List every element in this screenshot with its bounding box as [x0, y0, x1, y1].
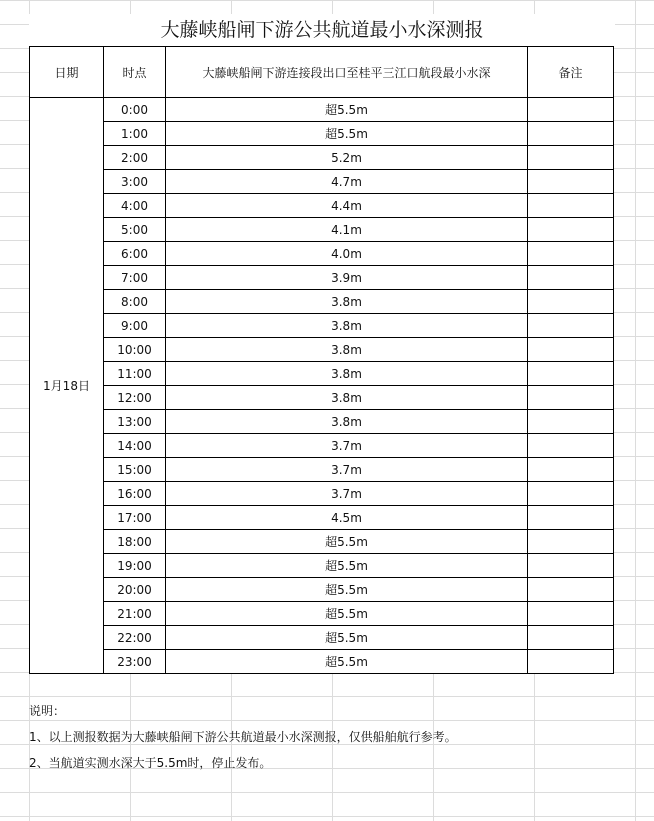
date-cell[interactable]: 1月18日: [30, 98, 104, 674]
depth-cell[interactable]: 3.8m: [166, 290, 528, 314]
depth-cell[interactable]: 超5.5m: [166, 98, 528, 122]
note-item-1: 1、以上测报数据为大藤峡船闸下游公共航道最小水深测报，仅供船舶航行参考。: [29, 730, 457, 744]
remark-cell[interactable]: [528, 530, 614, 554]
time-cell[interactable]: 14:00: [104, 434, 166, 458]
remark-cell[interactable]: [528, 290, 614, 314]
header-date[interactable]: 日期: [30, 47, 104, 98]
remark-cell[interactable]: [528, 242, 614, 266]
depth-cell[interactable]: 超5.5m: [166, 626, 528, 650]
remark-cell[interactable]: [528, 170, 614, 194]
time-cell[interactable]: 20:00: [104, 578, 166, 602]
time-cell[interactable]: 12:00: [104, 386, 166, 410]
remark-cell[interactable]: [528, 386, 614, 410]
table-row: [30, 290, 614, 314]
remark-cell[interactable]: [528, 626, 614, 650]
time-cell[interactable]: 9:00: [104, 314, 166, 338]
remark-cell[interactable]: [528, 602, 614, 626]
table-row: [30, 146, 614, 170]
table-row: [30, 122, 614, 146]
remark-cell[interactable]: [528, 146, 614, 170]
depth-cell[interactable]: 超5.5m: [166, 602, 528, 626]
table-row: [30, 554, 614, 578]
table-row: [30, 530, 614, 554]
table-body: [30, 98, 614, 674]
time-cell[interactable]: 21:00: [104, 602, 166, 626]
table-row: [30, 650, 614, 674]
remark-cell[interactable]: [528, 578, 614, 602]
table-row: [30, 218, 614, 242]
depth-cell[interactable]: 3.9m: [166, 266, 528, 290]
table-row: [30, 266, 614, 290]
time-cell[interactable]: 10:00: [104, 338, 166, 362]
header-time[interactable]: 时点: [104, 47, 166, 98]
notes-section: [29, 698, 615, 776]
remark-cell[interactable]: [528, 218, 614, 242]
time-cell[interactable]: 6:00: [104, 242, 166, 266]
remark-cell[interactable]: [528, 338, 614, 362]
time-cell[interactable]: 1:00: [104, 122, 166, 146]
time-cell[interactable]: 8:00: [104, 290, 166, 314]
depth-cell[interactable]: 3.7m: [166, 482, 528, 506]
header-depth[interactable]: 大藤峡船闸下游连接段出口至桂平三江口航段最小水深: [166, 47, 528, 98]
time-cell[interactable]: 19:00: [104, 554, 166, 578]
time-cell[interactable]: 0:00: [104, 98, 166, 122]
time-cell[interactable]: 17:00: [104, 506, 166, 530]
depth-cell[interactable]: 3.8m: [166, 410, 528, 434]
table-row: [30, 458, 614, 482]
time-cell[interactable]: 23:00: [104, 650, 166, 674]
time-cell[interactable]: 7:00: [104, 266, 166, 290]
depth-cell[interactable]: 4.4m: [166, 194, 528, 218]
depth-cell[interactable]: 超5.5m: [166, 650, 528, 674]
remark-cell[interactable]: [528, 506, 614, 530]
remark-cell[interactable]: [528, 266, 614, 290]
depth-cell[interactable]: 3.7m: [166, 434, 528, 458]
table-row: [30, 98, 614, 122]
time-cell[interactable]: 5:00: [104, 218, 166, 242]
table-row: [30, 170, 614, 194]
table-header-row: [30, 47, 614, 98]
time-cell[interactable]: 18:00: [104, 530, 166, 554]
time-cell[interactable]: 16:00: [104, 482, 166, 506]
depth-cell[interactable]: 3.8m: [166, 338, 528, 362]
depth-cell[interactable]: 3.7m: [166, 458, 528, 482]
table-row: [30, 602, 614, 626]
header-remark[interactable]: 备注: [528, 47, 614, 98]
table-row: [30, 194, 614, 218]
water-depth-table: [29, 46, 614, 674]
remark-cell[interactable]: [528, 554, 614, 578]
depth-cell[interactable]: 5.2m: [166, 146, 528, 170]
remark-cell[interactable]: [528, 434, 614, 458]
depth-cell[interactable]: 3.8m: [166, 314, 528, 338]
remark-cell[interactable]: [528, 458, 614, 482]
time-cell[interactable]: 2:00: [104, 146, 166, 170]
depth-cell[interactable]: 超5.5m: [166, 578, 528, 602]
table-row: [30, 482, 614, 506]
table-row: [30, 506, 614, 530]
depth-cell[interactable]: 4.1m: [166, 218, 528, 242]
time-cell[interactable]: 3:00: [104, 170, 166, 194]
note-item-2: 2、当航道实测水深大于5.5m时，停止发布。: [29, 756, 272, 770]
notes-heading: 说明：: [29, 704, 66, 718]
depth-cell[interactable]: 4.0m: [166, 242, 528, 266]
depth-cell[interactable]: 超5.5m: [166, 554, 528, 578]
table-row: [30, 386, 614, 410]
remark-cell[interactable]: [528, 194, 614, 218]
remark-cell[interactable]: [528, 650, 614, 674]
table-row: [30, 410, 614, 434]
depth-cell[interactable]: 超5.5m: [166, 530, 528, 554]
table-row: [30, 578, 614, 602]
depth-cell[interactable]: 4.7m: [166, 170, 528, 194]
depth-cell[interactable]: 3.8m: [166, 362, 528, 386]
time-cell[interactable]: 13:00: [104, 410, 166, 434]
report-title: 大藤峡船闸下游公共航道最小水深测报: [29, 14, 615, 46]
table-row: [30, 434, 614, 458]
depth-cell[interactable]: 4.5m: [166, 506, 528, 530]
depth-cell[interactable]: 超5.5m: [166, 122, 528, 146]
table-row: [30, 242, 614, 266]
time-cell[interactable]: 15:00: [104, 458, 166, 482]
time-cell[interactable]: 22:00: [104, 626, 166, 650]
remark-cell[interactable]: [528, 482, 614, 506]
remark-cell[interactable]: [528, 314, 614, 338]
time-cell[interactable]: 4:00: [104, 194, 166, 218]
depth-cell[interactable]: 3.8m: [166, 386, 528, 410]
remark-cell[interactable]: [528, 122, 614, 146]
time-cell[interactable]: 11:00: [104, 362, 166, 386]
table-row: [30, 314, 614, 338]
table-row: [30, 362, 614, 386]
table-row: [30, 338, 614, 362]
remark-cell[interactable]: [528, 98, 614, 122]
remark-cell[interactable]: [528, 362, 614, 386]
table-row: [30, 626, 614, 650]
remark-cell[interactable]: [528, 410, 614, 434]
